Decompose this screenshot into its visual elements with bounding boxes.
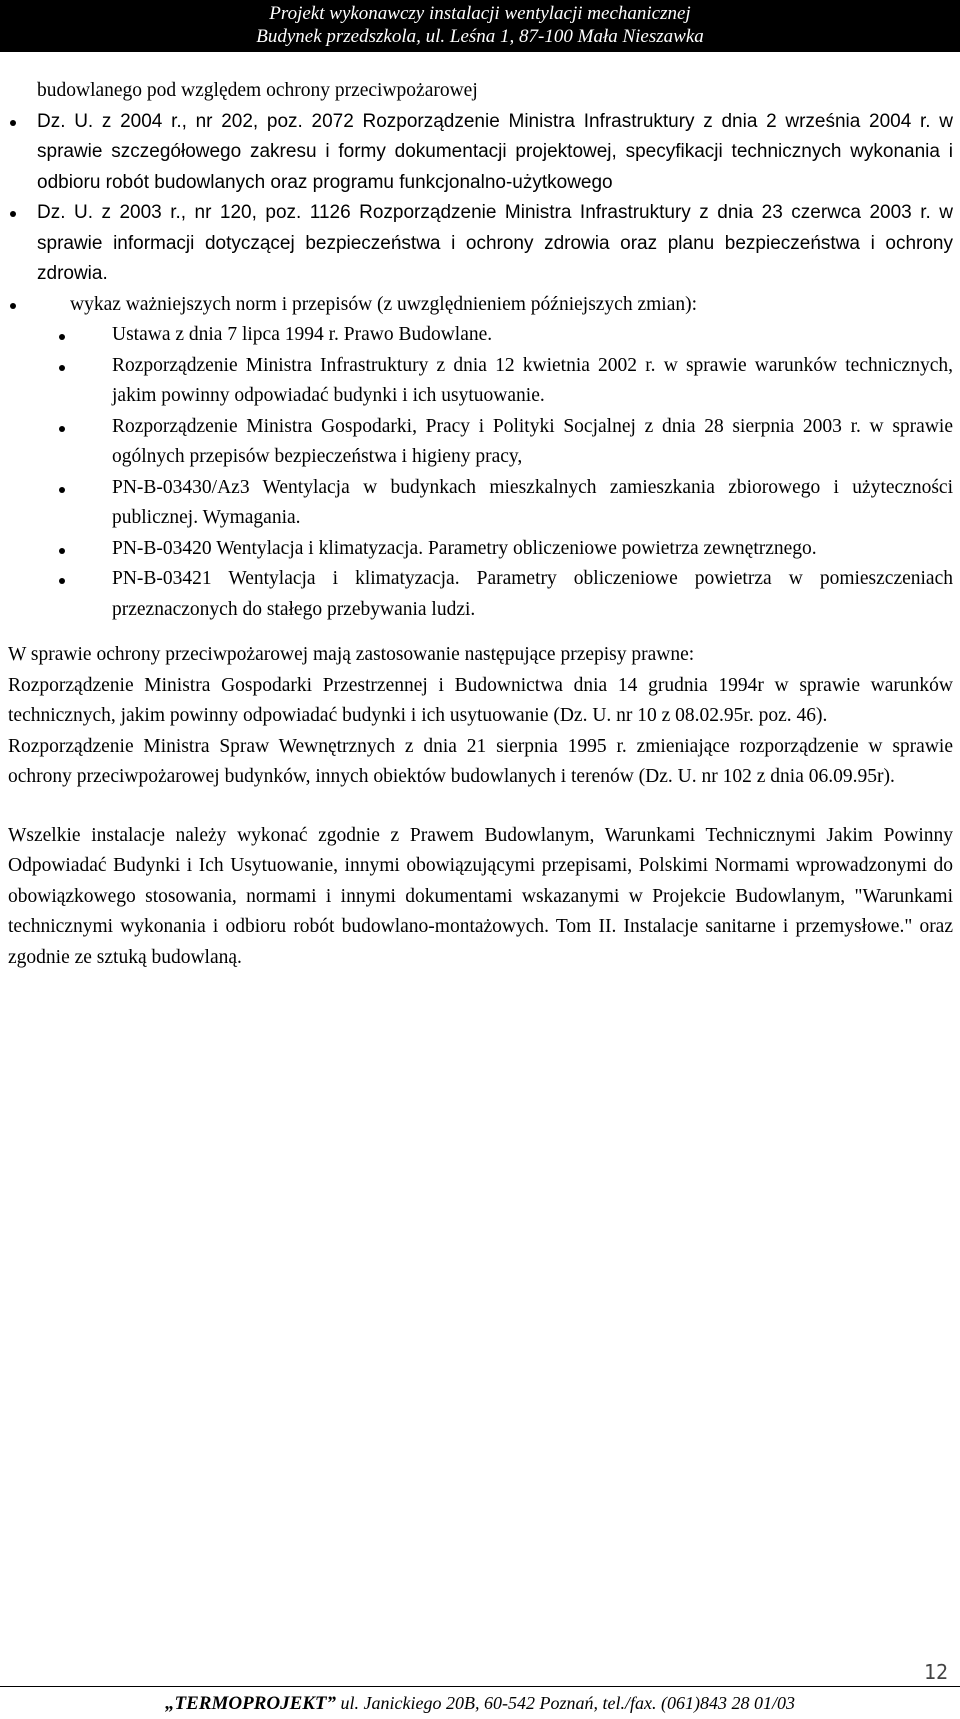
sub-bullet-item	[8, 564, 953, 625]
fire-protection-regulation: Rozporządzenie Ministra Spraw Wewnętrznych z dnia 21 sierpnia 1995 r. zmieniające rozporządzenie w sprawie ochrony przeciwpożarowej budynków, innych obiektów budowlanych i terenów (Dz. U. nr 102 z dnia 06.09.95r).	[8, 735, 953, 787]
sub-bullet-text: Rozporządzenie Ministra Gospodarki, Pracy i Polityki Socjalnej z dnia 28 sierpnia 2003 r. w sprawie ogólnych przepisów bezpieczeństwa i higieny pracy,	[112, 415, 953, 467]
sub-bullet-item	[8, 534, 953, 565]
bullet-item	[8, 290, 953, 321]
installation-requirements-paragraph: Wszelkie instalacje należy wykonać zgodnie z Prawem Budowlanym, Warunkami Technicznymi Jakim Powinny Odpowiadać Budynki i Ich Usytuowanie, innymi obowiązującymi przepisami, Polskimi Normami wprowadzonymi do obowiązkowego stosowania, normami i innymi dokumentami wskazanymi w Projekcie Budowlanym, "Warunkami technicznymi wykonania i odbioru robót budowlano-montażowych. Tom II. Instalacje sanitarne i przemysłowe." oraz zgodnie ze sztuką budowlaną.	[8, 824, 953, 968]
sub-bullet-text: PN-B-03420 Wentylacja i klimatyzacja. Parametry obliczeniowe powietrza zewnętrznego.	[112, 537, 817, 559]
page-header	[0, 0, 960, 52]
page-footer	[0, 1690, 960, 1717]
fire-protection-regulation: Rozporządzenie Ministra Gospodarki Przestrzennej i Budownictwa dnia 14 grudnia 1994r w sprawie warunków technicznych, jakim powinny odpowiadać budynki i ich usytuowanie (Dz. U. nr 10 z 08.02.95r. poz. 46).	[8, 674, 953, 726]
bullet-text: Dz. U. z 2003 r., nr 120, poz. 1126 Rozporządzenie Ministra Infrastruktury z dnia 23 czerwca 2003 r. w sprawie informacji dotyczącej bezpieczeństwa i ochrony zdrowia oraz planu bezpieczeństwa i ochrony zdrowia.	[37, 202, 953, 284]
page-number: 12	[923, 1660, 948, 1684]
sub-bullet-text: PN-B-03421 Wentylacja i klimatyzacja. Parametry obliczeniowe powietrza w pomieszczeniach przeznaczonych do stałego przebywania ludzi.	[112, 568, 953, 620]
sub-bullet-text: Rozporządzenie Ministra Infrastruktury z dnia 12 kwietnia 2002 r. w sprawie warunków technicznych, jakim powinny odpowiadać budynki i ich usytuowanie.	[112, 354, 953, 406]
sub-bullet-text: PN-B-03430/Az3 Wentylacja w budynkach mieszkalnych zamieszkania zbiorowego i użyteczności publicznej. Wymagania.	[112, 476, 953, 528]
footer-divider	[0, 1686, 960, 1687]
header-title: Projekt wykonawczy instalacji wentylacji mechanicznej	[269, 3, 691, 24]
fire-protection-intro: W sprawie ochrony przeciwpożarowej mają zastosowanie następujące przepisy prawne:	[8, 644, 695, 665]
sub-bullet-text: Ustawa z dnia 7 lipca 1994 r. Prawo Budowlane.	[112, 324, 493, 345]
sub-bullet-item	[8, 320, 953, 351]
sub-bullet-item	[8, 412, 953, 473]
bullet-text: Dz. U. z 2004 r., nr 202, poz. 2072 Rozporządzenie Ministra Infrastruktury z dnia 2 września 2004 r. w sprawie szczegółowego zakresu i formy dokumentacji projektowej, specyfikacji technicznych wykonania i odbioru robót budowlanych oraz programu funkcjonalno-użytkowego	[37, 110, 953, 193]
sub-bullet-item	[8, 473, 953, 534]
footer-address: ul. Janickiego 20B, 60-542 Poznań, tel./fax. (061)843 28 01/03	[336, 1693, 795, 1713]
footer-company: „TERMOPROJEKT”	[165, 1693, 337, 1714]
intro-line: budowlanego pod względem ochrony przeciwpożarowej	[37, 80, 478, 101]
sub-bullet-item	[8, 351, 953, 412]
bullet-item	[8, 107, 953, 199]
bullet-text: wykaz ważniejszych norm i przepisów (z uwzględnieniem późniejszych zmian):	[70, 293, 698, 315]
bullet-item	[8, 198, 953, 290]
document-body	[8, 76, 953, 973]
header-subtitle: Budynek przedszkola, ul. Leśna 1, 87-100 Mała Nieszawka	[256, 26, 704, 47]
